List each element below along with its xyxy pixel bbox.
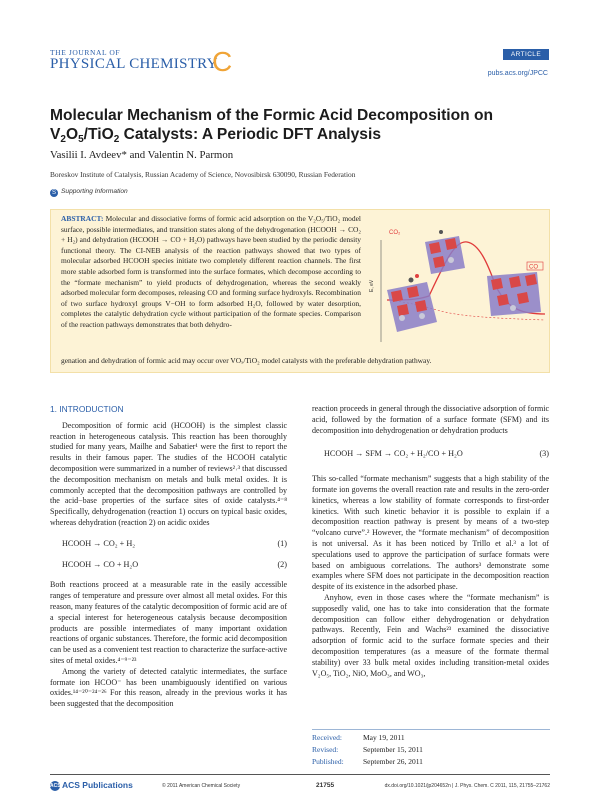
supporting-information-link[interactable] xyxy=(50,188,128,197)
date-revised: Revised: September 15, 2011 xyxy=(312,745,423,754)
journal-url[interactable]: pubs.acs.org/JPCC xyxy=(487,70,548,77)
equation-1 xyxy=(50,539,287,550)
intro-paragraph-3: Among the variety of detected catalytic intermediates, the surface formate ion HCOO⁻ has been unambiguously identified on various oxides.¹⁴⁻²⁰⁻²⁴⁻²⁶ For this reason, already in the previous works it has been suggested that the decomposition xyxy=(50,666,287,709)
equation-3-number: (3) xyxy=(539,449,549,459)
journal-letter: C xyxy=(212,46,233,77)
authors: Vasilii I. Avdeev* and Valentin N. Parmon xyxy=(50,149,234,161)
title-sub-2b: 2 xyxy=(113,134,120,145)
abstract-text xyxy=(61,214,361,331)
title-v: V xyxy=(50,126,61,143)
title-sub-5: 5 xyxy=(78,134,84,145)
page-footer xyxy=(50,774,550,790)
acs-icon: ACS xyxy=(50,783,61,789)
intro-heading: 1. INTRODUCTION xyxy=(50,404,124,414)
page-number: 21755 xyxy=(316,782,335,789)
equation-2-number: (2) xyxy=(277,559,287,569)
affiliation: Boreskov Institute of Catalysis, Russian Academy of Science, Novosibirsk 630090, Russian Federation xyxy=(50,170,356,179)
equation-3 xyxy=(312,449,549,460)
equation-1-number: (1) xyxy=(277,538,287,548)
equation-2-text: HCOOH → CO + H₂O xyxy=(62,559,139,569)
title-sub-2a: 2 xyxy=(60,134,66,145)
abstract-tail: genation and dehydration of formic acid may occur over VOₓ/TiO₂ model catalysts with the preferable dehydration pathway. xyxy=(61,356,432,365)
journal-name: PHYSICAL CHEMISTRY xyxy=(50,56,218,72)
title-line-1: Molecular Mechanism of the Formic Acid Decomposition on xyxy=(50,107,494,124)
supporting-info-label: Supporting Information xyxy=(61,188,128,195)
toc-slab-right xyxy=(487,272,541,316)
toc-co2-label: CO₂ xyxy=(389,230,401,236)
doi-citation[interactable]: dx.doi.org/10.1021/jp204652n | J. Phys. Chem. C 2011, 115, 21755–21762 xyxy=(384,783,550,789)
right-paragraph-3: Anyhow, even in those cases where the “formate mechanism” is supposedly valid, one has to take into consideration that the formate decomposition can follow either dehydrogenation or dehydration pathways. Recently, Fein and Wachs²³ examined the dissociative adsorption of formic acid to the surface formate species and their decomposition temperatures (as a measure of the formate thermal stability) over 33 bulk metal oxides including transition-metal oxides V₂O₅, TiO₂, NiO, MoO₃, and WO₃, xyxy=(312,592,549,678)
toc-graphic xyxy=(367,222,547,352)
toc-y-label: E, eV xyxy=(369,279,375,292)
right-column xyxy=(312,404,549,679)
acs-publications-logo xyxy=(50,780,133,791)
right-paragraph-2: This so-called “formate mechanism” suggests that a high stability of the formate ion governs the overall reaction rate and results in the zero-order kinetics, whereas a low stability of formate corresponds to first-order kinetics. With such kinetic behavior it is possible to explain if a decomposition reaction pathway is present by means of a two-step “volcano curve”.² However, the “formate mechanism” of decomposition is not universal. As it has been noticed by Trillo et al.³ a lot of speculations used to approve the participation of surface formats were based on ambiguous correlations. The authors³ demonstrate some examples where SFM does not participate in the decomposition reaction despite of its existence in the adsorbed phase. xyxy=(312,474,549,592)
publication-dates xyxy=(312,729,550,768)
equation-1-text: HCOOH → CO₂ + H₂ xyxy=(62,538,136,548)
paper-title xyxy=(50,106,550,144)
equation-2 xyxy=(50,560,287,571)
intro-paragraph-1: Decomposition of formic acid (HCOOH) is the simplest classic reaction in heterogeneous catalysis. This reaction has been thoroughly studied for many years, Mailhe and Sabatier¹ were the first to report the results in their famous paper. The studies of the HCOOH catalytic decomposition were summarized in a number of reviews²˒³ that discussed the decomposition mechanism on metals and bulk metal oxides. It is commonly accepted that the decomposition pathways are controlled by the acid−base properties of the surface sites of oxide catalysts.⁴⁻⁸ Specifically, dehydrogenation (reaction 1) occurs on typical basic oxides, whereas dehydration (reaction 2) on acidic oxides xyxy=(50,420,287,527)
title-o: O xyxy=(65,126,79,143)
title-ti: /TiO xyxy=(83,126,114,143)
supporting-info-icon: S xyxy=(51,190,56,196)
abstract-body: Molecular and dissociative forms of formic acid adsorption on the V₂O₅/TiO₂ model surface, possible intermediates, and transition states along of the dehydrogenation (HCOOH → CO₂ + H₂) and dehydration (HCOOH → CO + H₂O) pathways have been studied by the periodic density functional theory. The CI-NEB analysis of the reaction pathways showed that two types of molecular adsorbed HCOOH species initiate two completely different reaction channels. The first more stable adsorbed form is transformed into the surface formates, which decompose according to the “formate mechanism” to yield products of dehydrogenation, whereas the second weakly adsorbed molecular form decomposes, releasing CO and forming surface hydroxyls. Recombination of two surface hydroxyl groups V−OH to form adsorbed H₂O, followed by water desorption, completes the catalytic dehydration cycle without participation of the formate species. Comparison of the reaction pathways demonstrates that both dehydro- xyxy=(61,214,361,329)
date-published: Published: September 26, 2011 xyxy=(312,757,423,766)
journal-logo xyxy=(50,46,233,77)
date-received: Received: May 19, 2011 xyxy=(312,733,405,742)
abstract-box xyxy=(50,209,550,373)
left-column xyxy=(50,404,287,710)
equation-3-text: HCOOH → SFM → CO₂ + H₂/CO + H₂O xyxy=(324,449,463,459)
copyright: © 2011 American Chemical Society xyxy=(162,783,241,789)
title-line-2-rest: Catalysts: A Periodic DFT Analysis xyxy=(119,126,381,143)
journal-the: THE JOURNAL OF xyxy=(50,48,121,57)
toc-co-label: CO xyxy=(529,264,538,271)
intro-paragraph-2: Both reactions proceed at a measurable rate in the easily accessible ranges of temperature and pressure over almost all metal oxides. For this reason, many features of the catalytic decomposition of formic acid are of a special interest for heterogeneous catalysis because decomposition products are possible intermediates of many important oxidation reactions of organic substances. Therefore, the formic acid decomposition can be used as a convenient test reaction to characterize the surface-active sites of metal oxides.⁴⁻⁹⁻²³ xyxy=(50,580,287,665)
right-paragraph-1: reaction proceeds in general through the dissociative adsorption of formic acid, followed by the formation of a surface formate (SFM) and its decomposition into dehydrogenation or dehydration products xyxy=(312,404,549,435)
article-tag: ARTICLE xyxy=(503,49,549,60)
abstract-label: ABSTRACT: xyxy=(61,214,104,223)
acs-label: ACS Publications xyxy=(62,780,133,790)
